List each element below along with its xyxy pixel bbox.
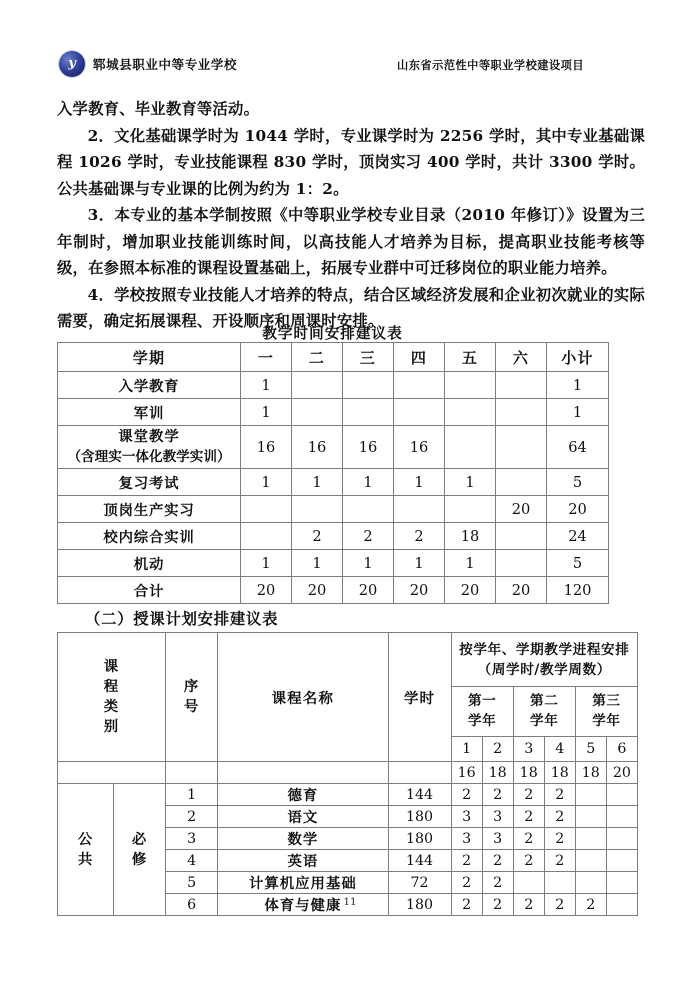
table1-row-label: 合计 bbox=[58, 577, 241, 604]
table-row bbox=[58, 426, 609, 469]
table1-cell bbox=[445, 496, 496, 523]
table1-cell: 16 bbox=[343, 426, 394, 469]
table2-header-category: 课 程 类 别 bbox=[58, 633, 166, 762]
table1-cell bbox=[292, 372, 343, 399]
table1-cell bbox=[496, 399, 547, 426]
table1-cell: 20 bbox=[343, 577, 394, 604]
table2-header-weeks-1: 16 bbox=[451, 762, 482, 784]
table1-row-label: 入学教育 bbox=[58, 372, 241, 399]
table2-header-course-name: 课程名称 bbox=[218, 633, 388, 762]
table1-cell: 64 bbox=[547, 426, 609, 469]
table2-cell-seq: 3 bbox=[166, 828, 218, 850]
table2-spacer-seq bbox=[166, 762, 218, 784]
table1-row-label: 复习考试 bbox=[58, 469, 241, 496]
table1-cell: 18 bbox=[445, 523, 496, 550]
table1-cell: 20 bbox=[292, 577, 343, 604]
table2-cell-hours: 180 bbox=[388, 806, 451, 828]
table1-cell: 2 bbox=[292, 523, 343, 550]
table2-cell-course-name: 计算机应用基础 bbox=[218, 872, 388, 894]
table2-cell-weekly bbox=[606, 784, 637, 806]
table1-title: 教学时间安排建议表 bbox=[262, 325, 403, 342]
table2-header-semester-6: 6 bbox=[606, 736, 637, 761]
table2-cell-weekly bbox=[544, 872, 575, 894]
table2-cell-weekly: 2 bbox=[451, 894, 482, 916]
table1-cell bbox=[241, 523, 292, 550]
table1-cell: 1 bbox=[445, 469, 496, 496]
table1-cell: 16 bbox=[241, 426, 292, 469]
table1-cell: 1 bbox=[547, 399, 609, 426]
header-project-name: 山东省示范性中等职业学校建设项目 bbox=[397, 58, 585, 72]
table1-cell: 1 bbox=[241, 469, 292, 496]
table1-cell: 1 bbox=[241, 372, 292, 399]
table2-header-semester-4: 4 bbox=[544, 736, 575, 761]
table-row bbox=[58, 399, 609, 426]
paragraph-1: 2．文化基础课学时为 1044 学时，专业课学时为 2256 学时，其中专业基础课程 1026 学时，专业技能课程 830 学时，顶岗实习 400 学时，共计 3300 学时。公共基础课与专业课的比例为约为 1：2。 bbox=[57, 126, 645, 198]
table1-cell: 16 bbox=[394, 426, 445, 469]
table2-cell-course-name: 英语 bbox=[218, 850, 388, 872]
table2-header-seq: 序 号 bbox=[166, 633, 218, 762]
table2-spacer-course-name bbox=[218, 762, 388, 784]
table1-cell bbox=[496, 372, 547, 399]
table1-header-col-7: 小计 bbox=[547, 343, 609, 372]
table-row bbox=[58, 372, 609, 399]
table1-header-term: 学期 bbox=[58, 343, 241, 372]
table2-header-weeks-3: 18 bbox=[513, 762, 544, 784]
table1-cell bbox=[292, 496, 343, 523]
table2-cell-weekly: 2 bbox=[513, 894, 544, 916]
table2-cell-hours: 144 bbox=[388, 850, 451, 872]
paragraph-0: 入学教育、毕业教育等活动。 bbox=[57, 100, 260, 118]
table1-cell bbox=[292, 399, 343, 426]
table1-cell: 1 bbox=[292, 550, 343, 577]
table1-cell: 20 bbox=[496, 577, 547, 604]
table2-cell-weekly bbox=[606, 850, 637, 872]
table1-header-col-2: 二 bbox=[292, 343, 343, 372]
table-row bbox=[58, 469, 609, 496]
table2-cell-hours: 180 bbox=[388, 894, 451, 916]
table1-cell bbox=[241, 496, 292, 523]
paragraph-2: 3．本专业的基本学制按照《中等职业学校专业目录（2010 年修订）》设置为三年制时，增加职业技能训练时间，以高技能人才培养为目标，提高职业技能考核等级，在参照本标准的课程设置基础上，拓展专业群中可迁移岗位的职业能力培养。 bbox=[57, 206, 645, 277]
page-number: 11 bbox=[343, 896, 357, 908]
table1-cell: 20 bbox=[547, 496, 609, 523]
table2-cell-weekly: 2 bbox=[544, 850, 575, 872]
table1-cell: 20 bbox=[445, 577, 496, 604]
table2-header-semester-3: 3 bbox=[513, 736, 544, 761]
table1-row-label: 机动 bbox=[58, 550, 241, 577]
table1-cell: 5 bbox=[547, 550, 609, 577]
table2-header-row-4 bbox=[58, 762, 638, 784]
table2-cell-seq: 4 bbox=[166, 850, 218, 872]
table1-cell bbox=[343, 496, 394, 523]
table2-cell-seq: 5 bbox=[166, 872, 218, 894]
table2-cell-seq: 6 bbox=[166, 894, 218, 916]
table-row bbox=[58, 577, 609, 604]
table2-cell-course-name: 数学 bbox=[218, 828, 388, 850]
table1-cell: 5 bbox=[547, 469, 609, 496]
table1-cell: 1 bbox=[343, 469, 394, 496]
table2-header-hours: 学时 bbox=[388, 633, 451, 762]
table2-cell-hours: 144 bbox=[388, 784, 451, 806]
table2-category-public: 公 共 bbox=[58, 784, 114, 916]
table1-cell bbox=[343, 372, 394, 399]
header-school-name: 郓城县职业中等专业学校 bbox=[93, 57, 238, 72]
table1-header-col-6: 六 bbox=[496, 343, 547, 372]
table2-cell-course-name: 德育 bbox=[218, 784, 388, 806]
table2-spacer-hours bbox=[388, 762, 451, 784]
table2-cell-weekly: 3 bbox=[482, 828, 513, 850]
teaching-time-table bbox=[57, 342, 609, 604]
table1-cell: 1 bbox=[241, 550, 292, 577]
table1-cell bbox=[496, 426, 547, 469]
table2-cell-weekly: 2 bbox=[513, 784, 544, 806]
table2-cell-weekly: 2 bbox=[544, 828, 575, 850]
table2-cell-weekly: 2 bbox=[575, 894, 606, 916]
table2-cell-weekly: 2 bbox=[544, 894, 575, 916]
table2-cell-weekly: 3 bbox=[451, 806, 482, 828]
table2-header-weeks-4: 18 bbox=[544, 762, 575, 784]
school-emblem-icon: y bbox=[57, 49, 91, 79]
table2-cell-weekly: 2 bbox=[513, 850, 544, 872]
table1-cell: 16 bbox=[292, 426, 343, 469]
table1-cell: 24 bbox=[547, 523, 609, 550]
table2-header-progress: 按学年、学期教学进程安排 （周学时/教学周数） bbox=[451, 633, 637, 687]
table2-header-year3: 第三 学年 bbox=[575, 687, 637, 737]
table1-cell: 20 bbox=[394, 577, 445, 604]
table2-cell-weekly: 2 bbox=[451, 872, 482, 894]
table1-row-label: 校内综合实训 bbox=[58, 523, 241, 550]
table1-cell: 1 bbox=[343, 550, 394, 577]
table1-cell: 20 bbox=[241, 577, 292, 604]
table-row bbox=[58, 550, 609, 577]
table2-cell-weekly: 2 bbox=[451, 850, 482, 872]
table2-header-year1: 第一 学年 bbox=[451, 687, 513, 737]
table2-cell-weekly: 2 bbox=[513, 828, 544, 850]
table2-header-semester-5: 5 bbox=[575, 736, 606, 761]
table2-header-weeks-2: 18 bbox=[482, 762, 513, 784]
table2-cell-course-name: 语文 bbox=[218, 806, 388, 828]
table2-cell-weekly bbox=[606, 806, 637, 828]
table2-cell-weekly: 2 bbox=[482, 894, 513, 916]
table2-header-year2: 第二 学年 bbox=[513, 687, 575, 737]
table2-cell-weekly bbox=[575, 806, 606, 828]
table2-cell-weekly: 2 bbox=[513, 806, 544, 828]
table1-cell: 2 bbox=[394, 523, 445, 550]
table1-cell: 2 bbox=[343, 523, 394, 550]
table2-header-row-1 bbox=[58, 633, 638, 687]
table1-cell bbox=[394, 372, 445, 399]
table2-cell-weekly: 2 bbox=[544, 806, 575, 828]
table1-cell bbox=[343, 399, 394, 426]
table2-cell-weekly bbox=[606, 828, 637, 850]
table1-cell bbox=[445, 372, 496, 399]
table2-cell-weekly bbox=[575, 872, 606, 894]
table1-cell: 120 bbox=[547, 577, 609, 604]
table2-header-semester-2: 2 bbox=[482, 736, 513, 761]
table2-category-required: 必 修 bbox=[114, 784, 166, 916]
table1-cell bbox=[496, 523, 547, 550]
table2-header-weeks-6: 20 bbox=[606, 762, 637, 784]
table2-cell-hours: 72 bbox=[388, 872, 451, 894]
table1-cell bbox=[496, 550, 547, 577]
table2-cell-weekly bbox=[575, 784, 606, 806]
table-row bbox=[58, 523, 609, 550]
table1-cell: 1 bbox=[241, 399, 292, 426]
section-heading: （二）授课计划安排建议表 bbox=[85, 610, 279, 628]
table1-cell bbox=[445, 399, 496, 426]
document-running-header bbox=[57, 48, 643, 80]
table1-header-col-4: 四 bbox=[394, 343, 445, 372]
table1-row-label: 顶岗生产实习 bbox=[58, 496, 241, 523]
table1-header-row bbox=[58, 343, 609, 372]
table2-cell-course-name: 体育与健康 bbox=[218, 894, 388, 916]
table2-cell-weekly: 2 bbox=[482, 872, 513, 894]
table1-cell: 1 bbox=[292, 469, 343, 496]
table2-cell-weekly: 2 bbox=[482, 784, 513, 806]
body-text-block bbox=[57, 96, 645, 335]
table-row bbox=[58, 784, 638, 806]
table2-cell-weekly bbox=[575, 850, 606, 872]
table1-header-col-1: 一 bbox=[241, 343, 292, 372]
table2-cell-weekly: 2 bbox=[544, 784, 575, 806]
table1-cell: 1 bbox=[445, 550, 496, 577]
table1-row-label: 课堂教学 （含理实一体化教学实训） bbox=[58, 426, 241, 469]
table2-cell-hours: 180 bbox=[388, 828, 451, 850]
table1-cell: 1 bbox=[394, 550, 445, 577]
table2-cell-seq: 1 bbox=[166, 784, 218, 806]
table1-header-col-5: 五 bbox=[445, 343, 496, 372]
paragraph-3: 4．学校按照专业技能人才培养的特点，结合区域经济发展和企业初次就业的实际需要，确定拓展课程、开设顺序和周课时安排。 bbox=[57, 285, 645, 330]
table1-header-col-3: 三 bbox=[343, 343, 394, 372]
table1-cell bbox=[496, 469, 547, 496]
table2-cell-weekly: 3 bbox=[482, 806, 513, 828]
table-row bbox=[58, 496, 609, 523]
table1-row-label: 军训 bbox=[58, 399, 241, 426]
table1-cell: 20 bbox=[496, 496, 547, 523]
table2-cell-weekly: 3 bbox=[451, 828, 482, 850]
table1-cell bbox=[394, 399, 445, 426]
course-plan-table bbox=[57, 632, 638, 916]
table2-cell-seq: 2 bbox=[166, 806, 218, 828]
table2-cell-weekly bbox=[513, 872, 544, 894]
table1-cell: 1 bbox=[394, 469, 445, 496]
table2-cell-weekly: 2 bbox=[482, 850, 513, 872]
table2-header-weeks-5: 18 bbox=[575, 762, 606, 784]
table2-cell-weekly: 2 bbox=[451, 784, 482, 806]
table1-cell bbox=[394, 496, 445, 523]
table2-spacer-category bbox=[58, 762, 166, 784]
table1-cell: 1 bbox=[547, 372, 609, 399]
table2-header-semester-1: 1 bbox=[451, 736, 482, 761]
table1-cell bbox=[445, 426, 496, 469]
table2-cell-weekly bbox=[575, 828, 606, 850]
table2-cell-weekly bbox=[606, 872, 637, 894]
